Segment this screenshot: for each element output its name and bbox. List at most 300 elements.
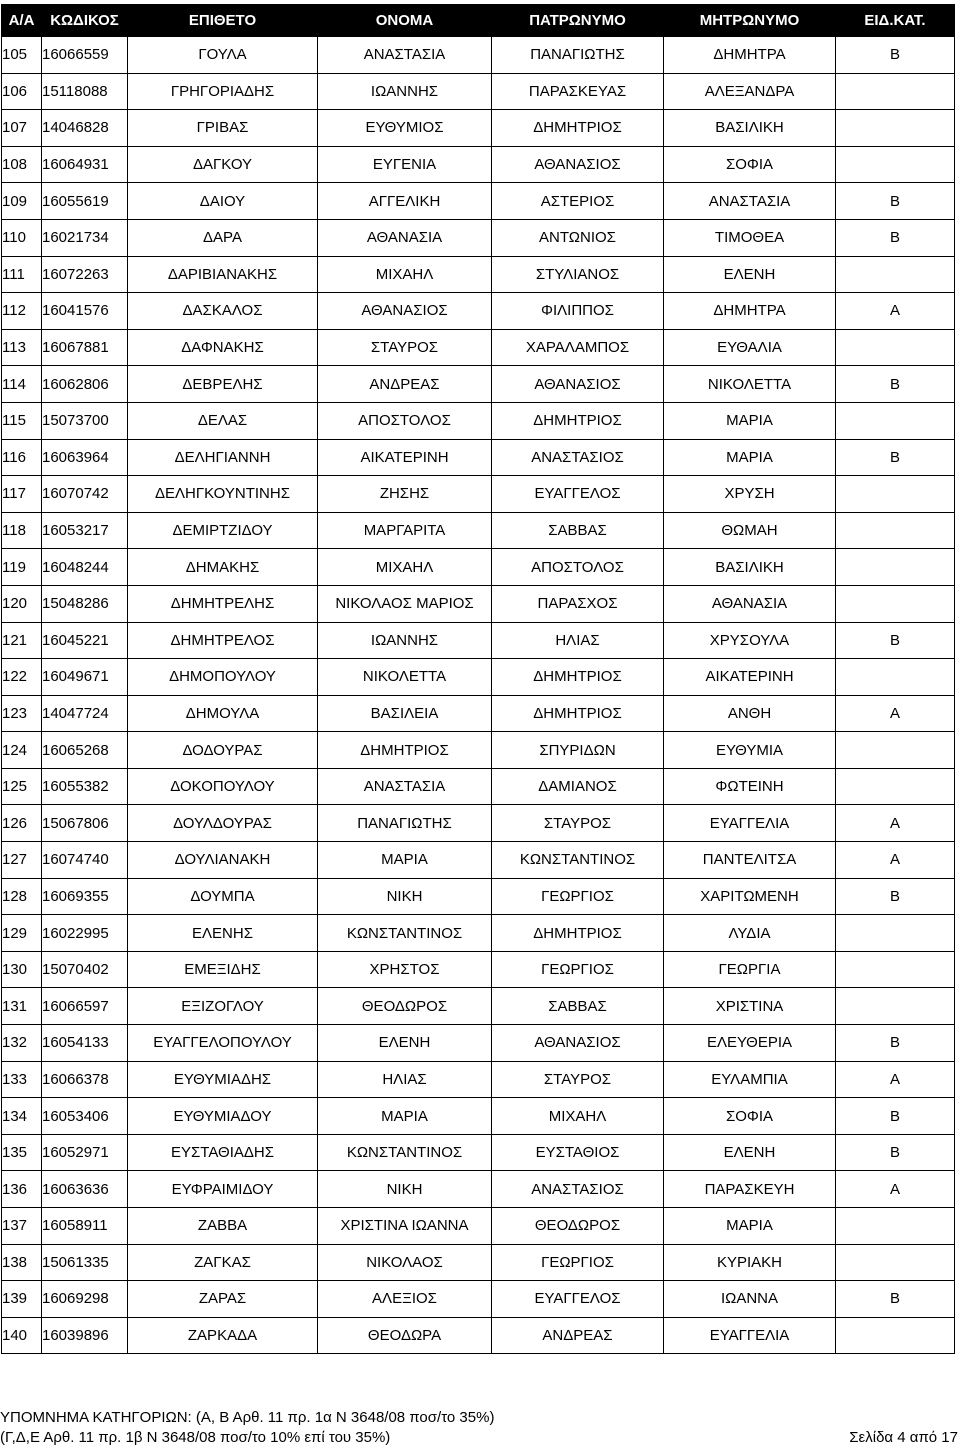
row-mother-name: ΒΑΣΙΛΙΚΗ [664, 110, 836, 147]
row-number: 119 [2, 549, 42, 586]
row-mother-name: ΕΥΘΥΜΙΑ [664, 732, 836, 769]
row-category [836, 146, 955, 183]
row-number: 120 [2, 585, 42, 622]
table-row [2, 622, 955, 659]
table-row [2, 37, 955, 74]
row-code: 16052971 [42, 1134, 128, 1171]
row-code: 16074740 [42, 842, 128, 879]
row-mother-name: ΝΙΚΟΛΕΤΤΑ [664, 366, 836, 403]
row-father-name: ΠΑΡΑΣΚΕΥΑΣ [492, 73, 664, 110]
row-name: ΘΕΟΔΩΡΟΣ [318, 988, 492, 1025]
row-category [836, 585, 955, 622]
row-surname: ΔΕΜΙΡΤΖΙΔΟΥ [128, 512, 318, 549]
row-category [836, 256, 955, 293]
row-category: Α [836, 695, 955, 732]
roster-table [1, 4, 955, 1354]
table-row [2, 1134, 955, 1171]
table-row [2, 1317, 955, 1354]
row-father-name: ΑΝΑΣΤΑΣΙΟΣ [492, 439, 664, 476]
row-father-name: ΔΗΜΗΤΡΙΟΣ [492, 110, 664, 147]
row-father-name: ΠΑΡΑΣΧΟΣ [492, 585, 664, 622]
row-father-name: ΓΕΩΡΓΙΟΣ [492, 878, 664, 915]
row-number: 132 [2, 1025, 42, 1062]
row-surname: ΓΡΙΒΑΣ [128, 110, 318, 147]
row-father-name: ΣΠΥΡΙΔΩΝ [492, 732, 664, 769]
row-code: 16066378 [42, 1061, 128, 1098]
row-mother-name: ΑΛΕΞΑΝΔΡΑ [664, 73, 836, 110]
table-row [2, 439, 955, 476]
row-name: ΑΛΕΞΙΟΣ [318, 1281, 492, 1318]
row-mother-name: ΜΑΡΙΑ [664, 1208, 836, 1245]
row-mother-name: ΜΑΡΙΑ [664, 439, 836, 476]
row-number: 130 [2, 951, 42, 988]
row-category: Α [836, 1061, 955, 1098]
row-father-name: ΣΑΒΒΑΣ [492, 512, 664, 549]
row-name: ΝΙΚΗ [318, 1171, 492, 1208]
row-father-name: ΗΛΙΑΣ [492, 622, 664, 659]
row-father-name: ΓΕΩΡΓΙΟΣ [492, 951, 664, 988]
row-surname: ΕΥΦΡΑΙΜΙΔΟΥ [128, 1171, 318, 1208]
row-mother-name: ΧΡΙΣΤΙΝΑ [664, 988, 836, 1025]
row-number: 106 [2, 73, 42, 110]
header-code: ΚΩΔΙΚΟΣ [42, 5, 128, 37]
row-number: 136 [2, 1171, 42, 1208]
row-code: 16053217 [42, 512, 128, 549]
row-name: ΝΙΚΟΛΑΟΣ [318, 1244, 492, 1281]
row-surname: ΔΟΥΛΔΟΥΡΑΣ [128, 805, 318, 842]
row-code: 16063636 [42, 1171, 128, 1208]
row-surname: ΔΗΜΟΥΛΑ [128, 695, 318, 732]
row-mother-name: ΧΡΥΣΗ [664, 476, 836, 513]
row-mother-name: ΑΘΑΝΑΣΙΑ [664, 585, 836, 622]
table-row [2, 366, 955, 403]
row-number: 117 [2, 476, 42, 513]
row-surname: ΔΑΓΚΟΥ [128, 146, 318, 183]
table-row [2, 842, 955, 879]
row-category: Β [836, 1134, 955, 1171]
row-category [836, 549, 955, 586]
table-row [2, 1171, 955, 1208]
row-number: 121 [2, 622, 42, 659]
header-surname: ΕΠΙΘΕΤΟ [128, 5, 318, 37]
row-category: Β [836, 878, 955, 915]
row-name: ΑΓΓΕΛΙΚΗ [318, 183, 492, 220]
row-category [836, 512, 955, 549]
header-aa: Α/Α [2, 5, 42, 37]
row-code: 15067806 [42, 805, 128, 842]
row-mother-name: ΧΑΡΙΤΩΜΕΝΗ [664, 878, 836, 915]
table-row [2, 695, 955, 732]
row-father-name: ΑΝΔΡΕΑΣ [492, 1317, 664, 1354]
row-category [836, 329, 955, 366]
row-name: ΑΝΔΡΕΑΣ [318, 366, 492, 403]
row-name: ΑΝΑΣΤΑΣΙΑ [318, 37, 492, 74]
row-category: Β [836, 219, 955, 256]
row-category [836, 659, 955, 696]
row-name: ΙΩΑΝΝΗΣ [318, 73, 492, 110]
row-father-name: ΑΣΤΕΡΙΟΣ [492, 183, 664, 220]
row-surname: ΔΕΛΑΣ [128, 402, 318, 439]
table-row [2, 256, 955, 293]
row-number: 127 [2, 842, 42, 879]
row-category: Β [836, 439, 955, 476]
row-father-name: ΑΝΑΣΤΑΣΙΟΣ [492, 1171, 664, 1208]
row-category: Α [836, 1171, 955, 1208]
row-name: ΝΙΚΟΛΕΤΤΑ [318, 659, 492, 696]
table-row [2, 1244, 955, 1281]
row-surname: ΔΕΛΗΓΙΑΝΝΗ [128, 439, 318, 476]
row-code: 16066559 [42, 37, 128, 74]
row-code: 16041576 [42, 293, 128, 330]
row-number: 122 [2, 659, 42, 696]
row-father-name: ΜΙΧΑΗΛ [492, 1098, 664, 1135]
row-surname: ΔΑΡΑ [128, 219, 318, 256]
row-code: 15048286 [42, 585, 128, 622]
table-row [2, 549, 955, 586]
table-row [2, 805, 955, 842]
legend-line-2: (Γ,Δ,Ε Αρθ. 11 πρ. 1β Ν 3648/08 ποσ/το 10% επί του 35%) [0, 1429, 391, 1446]
row-code: 16070742 [42, 476, 128, 513]
table-row [2, 73, 955, 110]
row-number: 123 [2, 695, 42, 732]
row-number: 125 [2, 768, 42, 805]
row-surname: ΕΥΘΥΜΙΑΔΗΣ [128, 1061, 318, 1098]
row-surname: ΕΥΘΥΜΙΑΔΟΥ [128, 1098, 318, 1135]
header-row [2, 5, 955, 37]
row-category [836, 476, 955, 513]
row-mother-name: ΓΕΩΡΓΙΑ [664, 951, 836, 988]
row-father-name: ΑΝΤΩΝΙΟΣ [492, 219, 664, 256]
row-surname: ΖΑΡΚΑΔΑ [128, 1317, 318, 1354]
row-category [836, 768, 955, 805]
header-category: ΕΙΔ.ΚΑΤ. [836, 5, 955, 37]
row-code: 15118088 [42, 73, 128, 110]
row-code: 16067881 [42, 329, 128, 366]
row-number: 112 [2, 293, 42, 330]
row-name: ΠΑΝΑΓΙΩΤΗΣ [318, 805, 492, 842]
row-code: 14046828 [42, 110, 128, 147]
table-row [2, 1061, 955, 1098]
row-name: ΣΤΑΥΡΟΣ [318, 329, 492, 366]
row-code: 16054133 [42, 1025, 128, 1062]
table-row [2, 476, 955, 513]
table-row [2, 732, 955, 769]
row-category [836, 73, 955, 110]
row-number: 114 [2, 366, 42, 403]
row-name: ΑΠΟΣΤΟΛΟΣ [318, 402, 492, 439]
row-number: 107 [2, 110, 42, 147]
row-mother-name: ΘΩΜΑΗ [664, 512, 836, 549]
table-row [2, 329, 955, 366]
row-category [836, 951, 955, 988]
row-surname: ΔΟΥΛΙΑΝΑΚΗ [128, 842, 318, 879]
row-father-name: ΦΙΛΙΠΠΟΣ [492, 293, 664, 330]
row-category: Β [836, 366, 955, 403]
table-row [2, 768, 955, 805]
row-code: 16058911 [42, 1208, 128, 1245]
header-name: ΟΝΟΜΑ [318, 5, 492, 37]
table-row [2, 293, 955, 330]
table-row [2, 219, 955, 256]
row-number: 140 [2, 1317, 42, 1354]
row-name: ΜΑΡΓΑΡΙΤΑ [318, 512, 492, 549]
row-name: ΕΛΕΝΗ [318, 1025, 492, 1062]
row-mother-name: ΜΑΡΙΑ [664, 402, 836, 439]
row-name: ΕΥΘΥΜΙΟΣ [318, 110, 492, 147]
row-surname: ΔΕΛΗΓΚΟΥΝΤΙΝΗΣ [128, 476, 318, 513]
row-surname: ΕΥΣΤΑΘΙΑΔΗΣ [128, 1134, 318, 1171]
row-father-name: ΑΘΑΝΑΣΙΟΣ [492, 1025, 664, 1062]
row-mother-name: ΔΗΜΗΤΡΑ [664, 293, 836, 330]
row-category: Β [836, 37, 955, 74]
table-body [2, 37, 955, 1354]
row-father-name: ΓΕΩΡΓΙΟΣ [492, 1244, 664, 1281]
row-name: ΙΩΑΝΝΗΣ [318, 622, 492, 659]
row-category [836, 110, 955, 147]
row-number: 105 [2, 37, 42, 74]
row-code: 16069355 [42, 878, 128, 915]
row-number: 113 [2, 329, 42, 366]
table-row [2, 1208, 955, 1245]
row-number: 124 [2, 732, 42, 769]
row-name: ΝΙΚΟΛΑΟΣ ΜΑΡΙΟΣ [318, 585, 492, 622]
row-code: 16062806 [42, 366, 128, 403]
row-category [836, 1208, 955, 1245]
row-name: ΘΕΟΔΩΡΑ [318, 1317, 492, 1354]
row-surname: ΔΗΜΗΤΡΕΛΟΣ [128, 622, 318, 659]
row-category: Α [836, 842, 955, 879]
row-category [836, 1244, 955, 1281]
table-row [2, 183, 955, 220]
row-surname: ΔΟΔΟΥΡΑΣ [128, 732, 318, 769]
table-row [2, 402, 955, 439]
row-code: 16072263 [42, 256, 128, 293]
row-surname: ΖΑΡΑΣ [128, 1281, 318, 1318]
row-code: 16021734 [42, 219, 128, 256]
row-father-name: ΔΗΜΗΤΡΙΟΣ [492, 915, 664, 952]
row-mother-name: ΕΥΑΓΓΕΛΙΑ [664, 1317, 836, 1354]
table-row [2, 988, 955, 1025]
row-code: 15061335 [42, 1244, 128, 1281]
row-father-name: ΔΑΜΙΑΝΟΣ [492, 768, 664, 805]
row-code: 14047724 [42, 695, 128, 732]
row-mother-name: ΕΥΑΓΓΕΛΙΑ [664, 805, 836, 842]
row-father-name: ΚΩΝΣΤΑΝΤΙΝΟΣ [492, 842, 664, 879]
row-name: ΔΗΜΗΤΡΙΟΣ [318, 732, 492, 769]
row-father-name: ΕΥΑΓΓΕΛΟΣ [492, 476, 664, 513]
row-number: 139 [2, 1281, 42, 1318]
row-mother-name: ΕΛΕΝΗ [664, 256, 836, 293]
row-number: 108 [2, 146, 42, 183]
row-mother-name: ΕΛΕΥΘΕΡΙΑ [664, 1025, 836, 1062]
row-mother-name: ΑΙΚΑΤΕΡΙΝΗ [664, 659, 836, 696]
row-mother-name: ΕΥΛΑΜΠΙΑ [664, 1061, 836, 1098]
row-code: 15070402 [42, 951, 128, 988]
row-number: 116 [2, 439, 42, 476]
row-code: 16055619 [42, 183, 128, 220]
row-name: ΑΙΚΑΤΕΡΙΝΗ [318, 439, 492, 476]
row-father-name: ΣΑΒΒΑΣ [492, 988, 664, 1025]
row-code: 16045221 [42, 622, 128, 659]
row-number: 110 [2, 219, 42, 256]
row-father-name: ΠΑΝΑΓΙΩΤΗΣ [492, 37, 664, 74]
row-code: 16063964 [42, 439, 128, 476]
row-mother-name: ΤΙΜΟΘΕΑ [664, 219, 836, 256]
row-mother-name: ΧΡΥΣΟΥΛΑ [664, 622, 836, 659]
table-row [2, 585, 955, 622]
row-category [836, 732, 955, 769]
row-father-name: ΑΠΟΣΤΟΛΟΣ [492, 549, 664, 586]
row-mother-name: ΣΟΦΙΑ [664, 146, 836, 183]
row-name: ΧΡΗΣΤΟΣ [318, 951, 492, 988]
row-father-name: ΕΥΑΓΓΕΛΟΣ [492, 1281, 664, 1318]
table-row [2, 915, 955, 952]
table-row [2, 1281, 955, 1318]
row-category: Β [836, 183, 955, 220]
row-number: 138 [2, 1244, 42, 1281]
table-row [2, 110, 955, 147]
row-name: ΧΡΙΣΤΙΝΑ ΙΩΑΝΝΑ [318, 1208, 492, 1245]
row-mother-name: ΛΥΔΙΑ [664, 915, 836, 952]
header-father-name: ΠΑΤΡΩΝΥΜΟ [492, 5, 664, 37]
row-father-name: ΑΘΑΝΑΣΙΟΣ [492, 146, 664, 183]
row-father-name: ΘΕΟΔΩΡΟΣ [492, 1208, 664, 1245]
row-number: 134 [2, 1098, 42, 1135]
table-row [2, 1025, 955, 1062]
row-mother-name: ΦΩΤΕΙΝΗ [664, 768, 836, 805]
row-mother-name: ΚΥΡΙΑΚΗ [664, 1244, 836, 1281]
row-mother-name: ΔΗΜΗΤΡΑ [664, 37, 836, 74]
row-category: Α [836, 805, 955, 842]
row-number: 131 [2, 988, 42, 1025]
row-surname: ΕΜΕΞΙΔΗΣ [128, 951, 318, 988]
row-surname: ΔΗΜΗΤΡΕΛΗΣ [128, 585, 318, 622]
row-father-name: ΣΤΑΥΡΟΣ [492, 805, 664, 842]
row-name: ΚΩΝΣΤΑΝΤΙΝΟΣ [318, 915, 492, 952]
row-code: 16065268 [42, 732, 128, 769]
row-name: ΜΑΡΙΑ [318, 1098, 492, 1135]
row-name: ΝΙΚΗ [318, 878, 492, 915]
row-category [836, 988, 955, 1025]
row-mother-name: ΕΛΕΝΗ [664, 1134, 836, 1171]
row-code: 16069298 [42, 1281, 128, 1318]
row-surname: ΕΞΙΖΟΓΛΟΥ [128, 988, 318, 1025]
row-number: 135 [2, 1134, 42, 1171]
row-category [836, 915, 955, 952]
row-surname: ΔΟΚΟΠΟΥΛΟΥ [128, 768, 318, 805]
row-mother-name: ΕΥΘΑΛΙΑ [664, 329, 836, 366]
row-father-name: ΔΗΜΗΤΡΙΟΣ [492, 695, 664, 732]
row-code: 16049671 [42, 659, 128, 696]
table-row [2, 146, 955, 183]
footer [0, 1408, 960, 1448]
row-father-name: ΣΤΥΛΙΑΝΟΣ [492, 256, 664, 293]
legend-line-1: ΥΠΟΜΝΗΜΑ ΚΑΤΗΓΟΡΙΩΝ: (Α, Β Αρθ. 11 πρ. 1α Ν 3648/08 ποσ/το 35%) [0, 1409, 495, 1426]
row-number: 118 [2, 512, 42, 549]
row-name: ΖΗΣΗΣ [318, 476, 492, 513]
row-code: 16055382 [42, 768, 128, 805]
row-mother-name: ΙΩΑΝΝΑ [664, 1281, 836, 1318]
row-surname: ΔΕΒΡΕΛΗΣ [128, 366, 318, 403]
row-surname: ΕΛΕΝΗΣ [128, 915, 318, 952]
row-surname: ΖΑΒΒΑ [128, 1208, 318, 1245]
row-number: 137 [2, 1208, 42, 1245]
row-code: 16066597 [42, 988, 128, 1025]
row-surname: ΔΑΡΙΒΙΑΝΑΚΗΣ [128, 256, 318, 293]
row-name: ΜΙΧΑΗΛ [318, 256, 492, 293]
row-category: Α [836, 293, 955, 330]
row-mother-name: ΑΝΘΗ [664, 695, 836, 732]
page-number: Σελίδα 4 από 17 [849, 1429, 958, 1446]
row-surname: ΓΟΥΛΑ [128, 37, 318, 74]
row-father-name: ΔΗΜΗΤΡΙΟΣ [492, 402, 664, 439]
row-surname: ΖΑΓΚΑΣ [128, 1244, 318, 1281]
row-father-name: ΧΑΡΑΛΑΜΠΟΣ [492, 329, 664, 366]
row-category: Β [836, 622, 955, 659]
row-code: 15073700 [42, 402, 128, 439]
row-name: ΑΝΑΣΤΑΣΙΑ [318, 768, 492, 805]
row-mother-name: ΠΑΡΑΣΚΕΥΗ [664, 1171, 836, 1208]
row-name: ΑΘΑΝΑΣΙΟΣ [318, 293, 492, 330]
row-category [836, 402, 955, 439]
row-surname: ΔΑΙΟΥ [128, 183, 318, 220]
row-mother-name: ΠΑΝΤΕΛΙΤΣΑ [664, 842, 836, 879]
row-name: ΒΑΣΙΛΕΙΑ [318, 695, 492, 732]
table-row [2, 878, 955, 915]
row-surname: ΕΥΑΓΓΕΛΟΠΟΥΛΟΥ [128, 1025, 318, 1062]
row-mother-name: ΒΑΣΙΛΙΚΗ [664, 549, 836, 586]
table-row [2, 1098, 955, 1135]
row-code: 16053406 [42, 1098, 128, 1135]
row-surname: ΔΑΣΚΑΛΟΣ [128, 293, 318, 330]
row-name: ΑΘΑΝΑΣΙΑ [318, 219, 492, 256]
table-row [2, 951, 955, 988]
row-surname: ΓΡΗΓΟΡΙΑΔΗΣ [128, 73, 318, 110]
row-surname: ΔΗΜΑΚΗΣ [128, 549, 318, 586]
row-number: 109 [2, 183, 42, 220]
row-category: Β [836, 1281, 955, 1318]
row-category [836, 1317, 955, 1354]
row-name: ΜΑΡΙΑ [318, 842, 492, 879]
row-number: 126 [2, 805, 42, 842]
row-category: Β [836, 1098, 955, 1135]
row-number: 129 [2, 915, 42, 952]
table-row [2, 659, 955, 696]
row-surname: ΔΗΜΟΠΟΥΛΟΥ [128, 659, 318, 696]
row-code: 16022995 [42, 915, 128, 952]
row-number: 111 [2, 256, 42, 293]
row-code: 16039896 [42, 1317, 128, 1354]
row-surname: ΔΑΦΝΑΚΗΣ [128, 329, 318, 366]
row-category: Β [836, 1025, 955, 1062]
row-name: ΕΥΓΕΝΙΑ [318, 146, 492, 183]
row-father-name: ΑΘΑΝΑΣΙΟΣ [492, 366, 664, 403]
row-number: 115 [2, 402, 42, 439]
row-father-name: ΔΗΜΗΤΡΙΟΣ [492, 659, 664, 696]
row-father-name: ΕΥΣΤΑΘΙΟΣ [492, 1134, 664, 1171]
row-father-name: ΣΤΑΥΡΟΣ [492, 1061, 664, 1098]
header-mother-name: ΜΗΤΡΩΝΥΜΟ [664, 5, 836, 37]
row-number: 128 [2, 878, 42, 915]
row-name: ΗΛΙΑΣ [318, 1061, 492, 1098]
row-number: 133 [2, 1061, 42, 1098]
row-mother-name: ΣΟΦΙΑ [664, 1098, 836, 1135]
row-code: 16064931 [42, 146, 128, 183]
row-name: ΜΙΧΑΗΛ [318, 549, 492, 586]
row-mother-name: ΑΝΑΣΤΑΣΙΑ [664, 183, 836, 220]
table-row [2, 512, 955, 549]
row-code: 16048244 [42, 549, 128, 586]
